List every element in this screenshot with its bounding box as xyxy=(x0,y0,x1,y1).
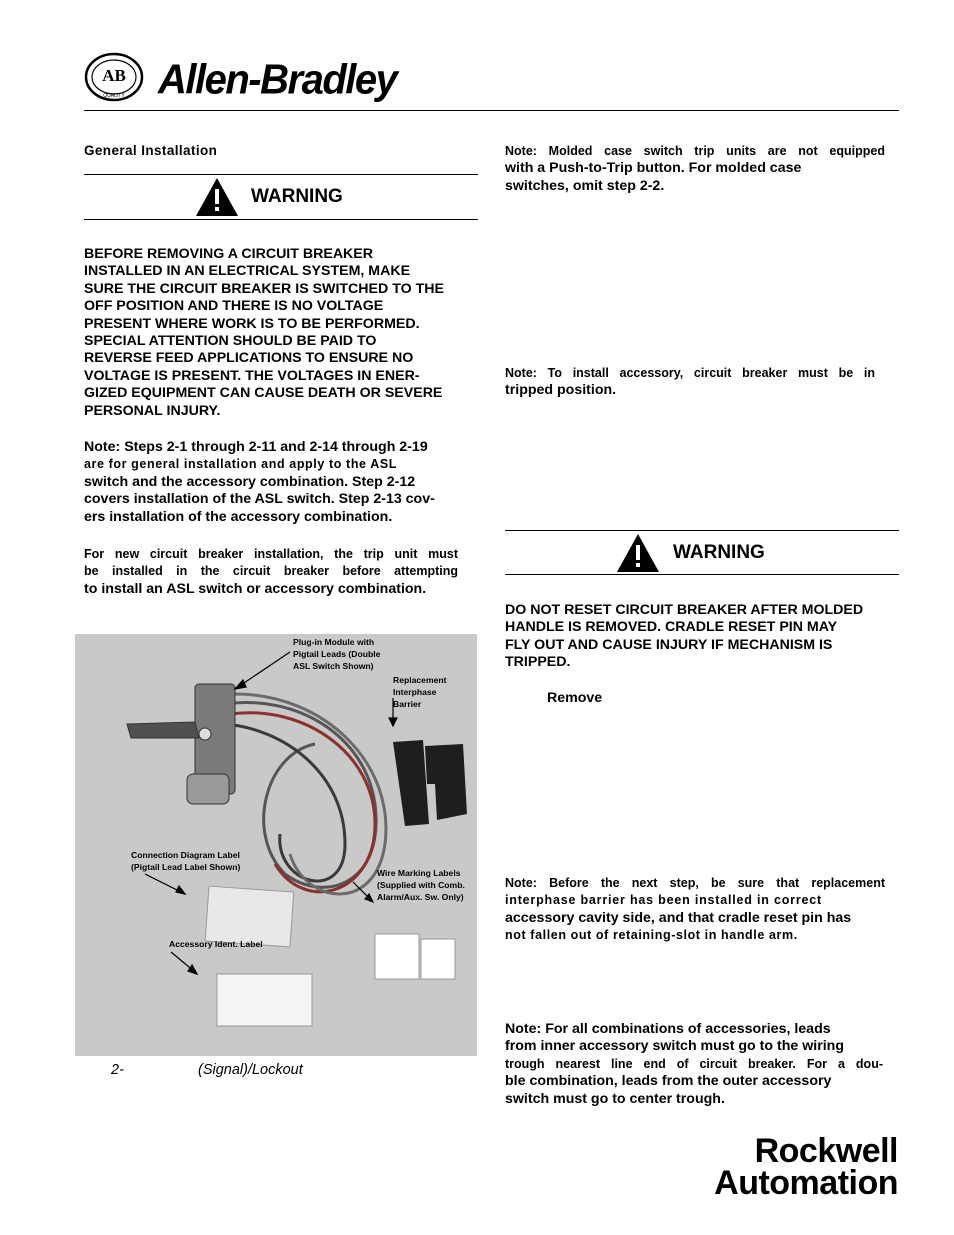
warning-rule-top xyxy=(84,174,478,175)
callout-accessory-ident: Accessory Ident. Label xyxy=(169,939,263,949)
warning-rule-bottom xyxy=(84,219,478,220)
callout-wire-marking: Wire Marking Labels (Supplied with Comb. Alarm/Aux. Sw. Only) xyxy=(377,868,465,902)
figure-caption-text: (Signal)/Lockout xyxy=(198,1062,303,1078)
accessory-kit-photo xyxy=(75,634,477,1056)
warning2-rule-top xyxy=(505,530,899,531)
warning-text: BEFORE REMOVING A CIRCUIT BREAKER INSTALLED IN AN ELECTRICAL SYSTEM, MAKE SURE THE CIRCUIT BREAKER IS SWITCHED TO THE OFF POSITION AND THERE IS NO VOLTAGE PRESENT WHERE WORK IS TO BE PERFORMED. SPECIAL ATTENTION SHOULD BE PAID TO REVERSE FEED APPLICATIONS TO ENSURE NO VOLTAGE IS PRESENT. THE VOLTAGES IN ENER- GIZED EQUIPMENT CAN CAUSE DEATH OR SEVERE PERSONAL INJURY. xyxy=(84,246,444,419)
brand-name: Allen-Bradley xyxy=(158,56,397,104)
warning-title: WARNING xyxy=(251,186,343,207)
svg-text:AB: AB xyxy=(102,66,126,85)
rockwell-logo: Rockwell Automation xyxy=(646,1135,898,1203)
note-replacement-barrier: Note: Before the next step, be sure that replacement interphase barrier has been installed in correct accessory cavity side, and that cradle reset pin has not fallen out of retaining-slot in handle arm. xyxy=(505,876,885,943)
note-general-installation: Note: Steps 2-1 through 2-11 and 2-14 through 2-19 are for general installation and apply to the ASL switch and the accessory combination. Step 2-12 covers installation of the ASL switch. Step 2-13 cov- ers installation of the accessory combination. xyxy=(84,439,435,525)
header-divider xyxy=(84,110,899,111)
remove-label: Remove xyxy=(547,690,603,706)
figure-caption-number: 2- xyxy=(111,1062,124,1078)
callout-connection-diagram: Connection Diagram Label (Pigtail Lead Label Shown) xyxy=(131,850,241,872)
callout-replacement-barrier: Replacement Interphase Barrier xyxy=(393,675,447,709)
note-accessory-leads: Note: For all combinations of accessories, leads from inner accessory switch must go to the wiring trough nearest line end of circuit breaker. For a dou- ble combination, leads from the outer accessory switch must go to center trough. xyxy=(505,1021,883,1107)
note-new-installation: For new circuit breaker installation, the trip unit must be installed in the circuit breaker before attempting to install an ASL switch or accessory combination. xyxy=(84,547,458,597)
warning-icon xyxy=(195,177,239,222)
svg-text:QUALITY: QUALITY xyxy=(103,93,125,99)
allen-bradley-logo xyxy=(84,52,144,102)
callout-plugin-module: Plug-in Module with Pigtail Leads (Double ASL Switch Shown) xyxy=(293,637,381,671)
note-tripped-position: Note: To install accessory, circuit breaker must be in tripped position. xyxy=(505,366,875,399)
section-title: General Installation xyxy=(84,143,218,158)
warning2-rule-bottom xyxy=(505,574,899,575)
warning2-title: WARNING xyxy=(673,542,765,563)
warning-icon xyxy=(616,533,660,578)
warning2-text: DO NOT RESET CIRCUIT BREAKER AFTER MOLDED HANDLE IS REMOVED. CRADLE RESET PIN MAY FLY OUT AND CAUSE INJURY IF MECHANISM IS TRIPPED. xyxy=(505,602,864,671)
note-molded-case: Note: Molded case switch trip units are not equipped with a Push-to-Trip button. For molded case switches, omit step 2-2. xyxy=(505,144,885,194)
